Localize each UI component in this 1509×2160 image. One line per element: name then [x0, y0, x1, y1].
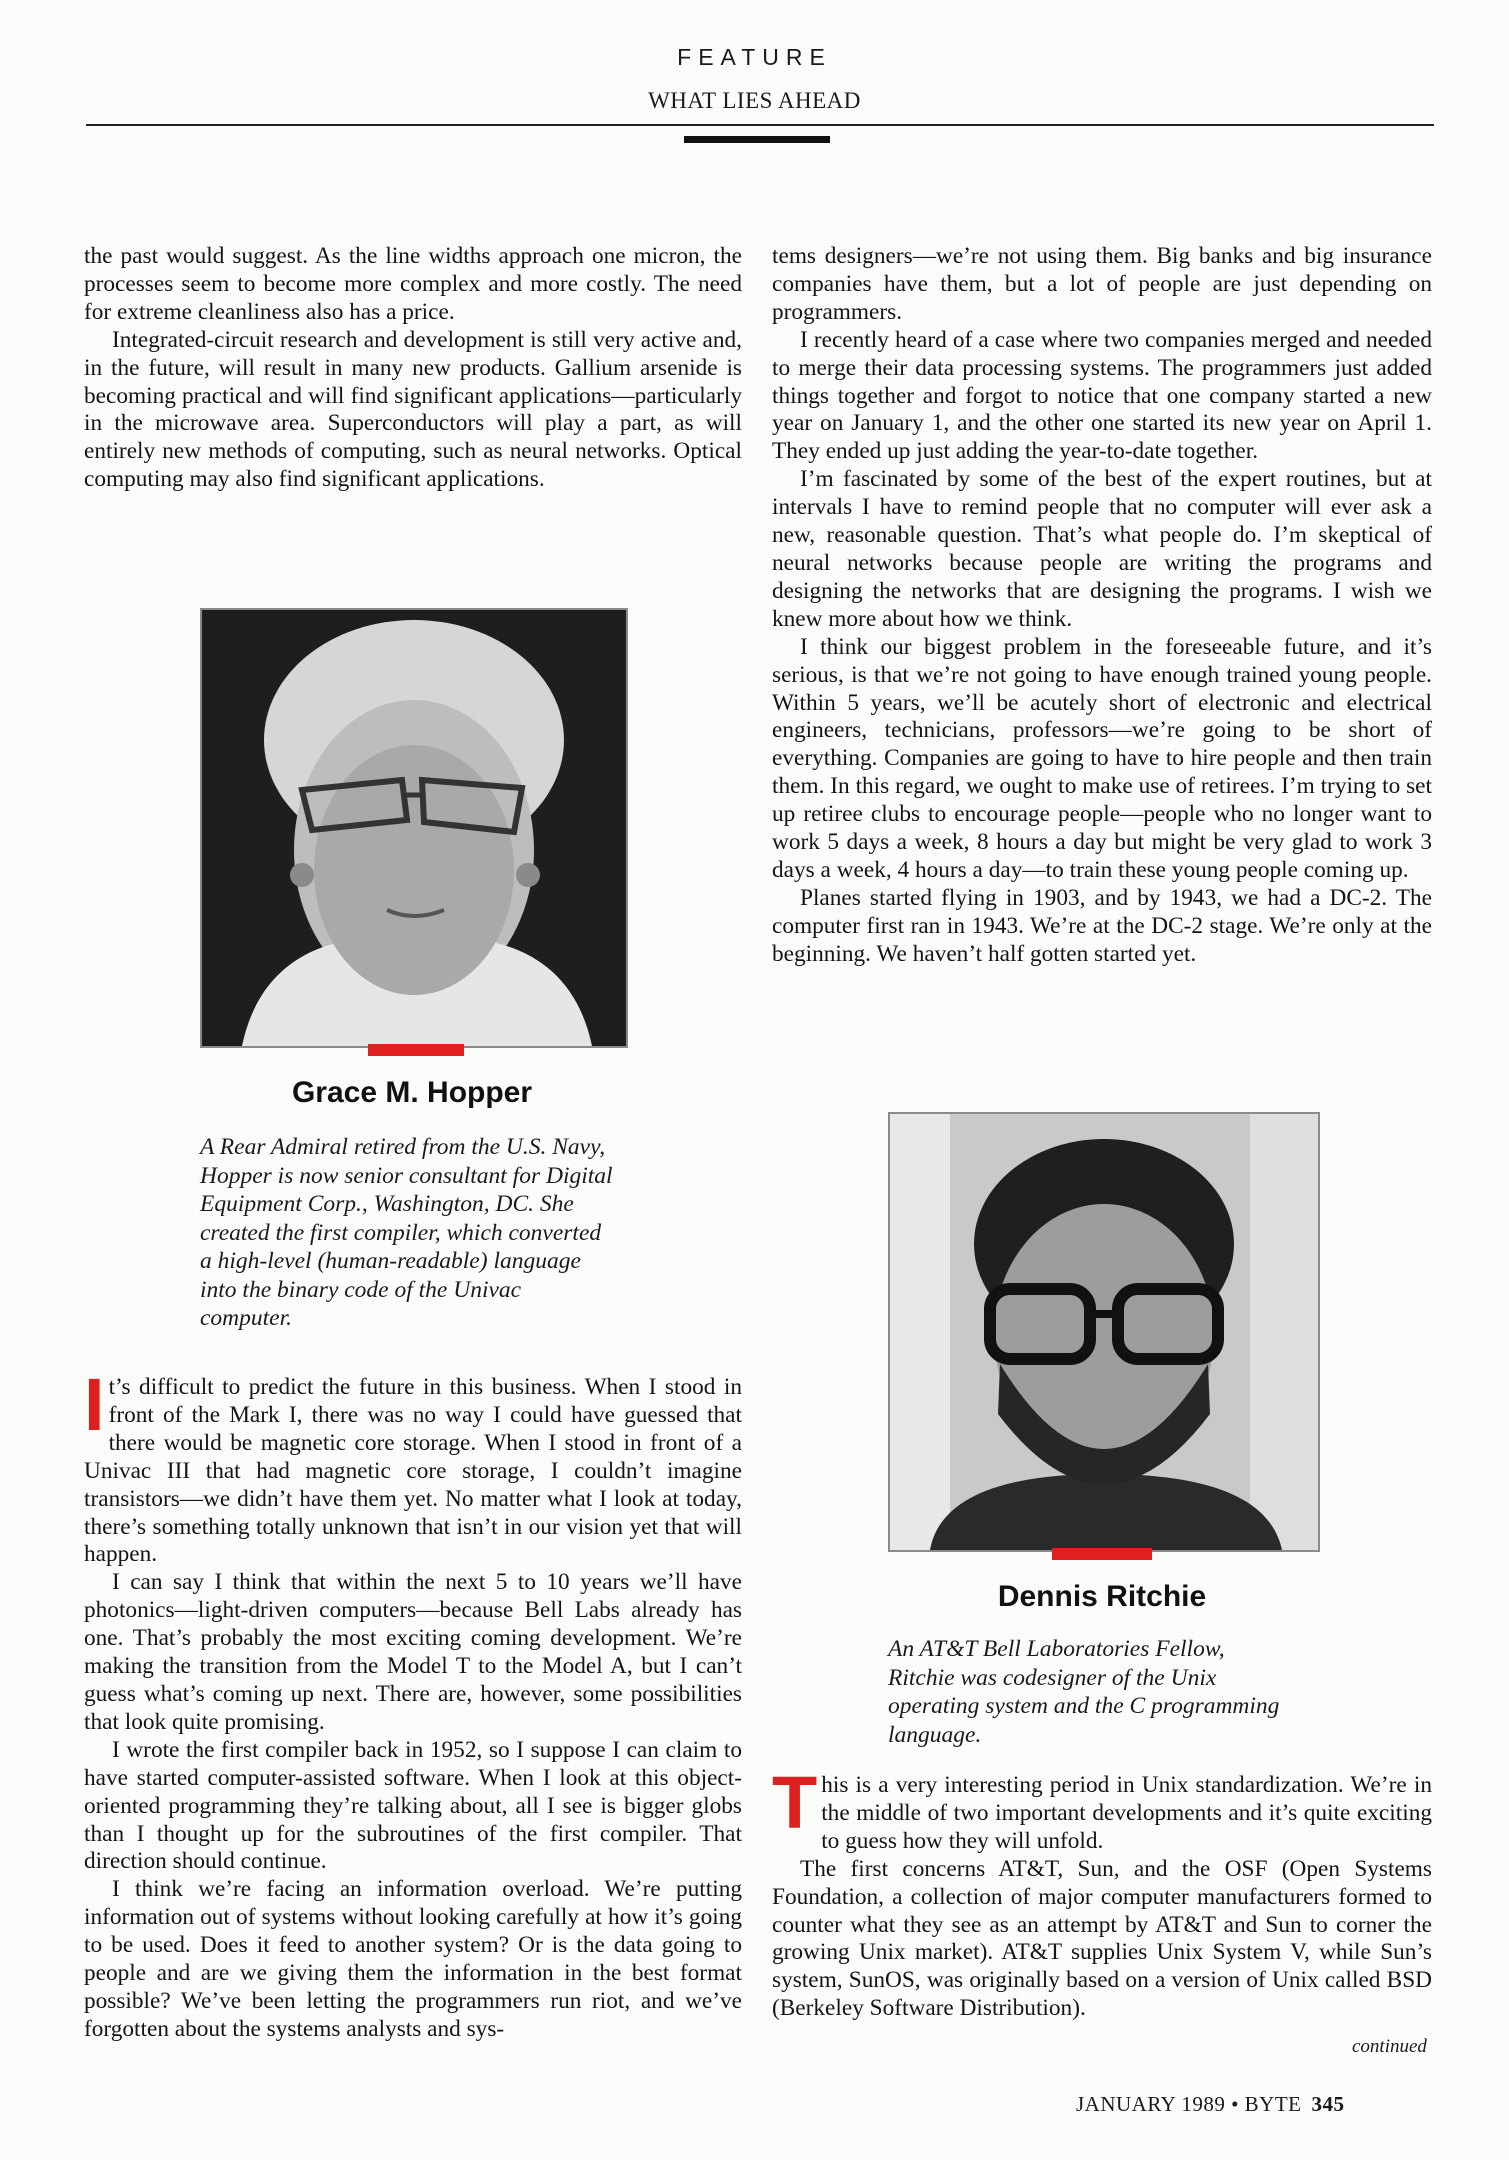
paragraph: I recently heard of a case where two companies merged and needed to merge their data processing systems. The programmers just added things together and forgot to notice that one company started a new year on January 1, and the other one started its new year on April 1. They ended up just adding the year-to-date together.: [772, 326, 1432, 465]
hopper-interview: [84, 1363, 742, 2044]
paragraph: I can say I think that within the next 5 to 10 years we’ll have photonics—light-driven computers—because Bell Labs already has one. That’s probably the most exciting coming development. We’re making the transition from the Model T to the Model A, but I can’t guess what’s coming up next. There are, however, some possibilities that look quite promising.: [84, 1569, 742, 1735]
dropcap-i: I: [84, 1363, 105, 1446]
paragraph: I think we’re facing an information overload. We’re putting information out of systems without looking carefully at how it’s going to be used. Does it feed to another system? Or is the data going to people and are we giving them the information in the best format possible? We’ve been letting the programmers run riot, and we’ve forgotten about the systems analysts and sys-: [84, 1876, 742, 2042]
paragraph-text: his is a very interesting period in Unix standardization. We’re in the middle of two important developments and it’s quite exciting to guess how they will unfold.: [821, 1772, 1432, 1854]
ritchie-accent-bar: [1052, 1548, 1152, 1560]
hopper-caption: A Rear Admiral retired from the U.S. Navy, Hopper is now senior consultant for Digital Equipment Corp., Washington, DC. She created the first compiler, which converted a high-level (human-readable) language into the binary code of the Univac computer.: [200, 1134, 613, 1331]
header-tab-marker: [684, 136, 830, 143]
header-rule: [86, 124, 1434, 126]
issue-label: JANUARY 1989 • BYTE: [1076, 2092, 1302, 2116]
paragraph: Planes started flying in 1903, and by 1943, we had a DC-2. The computer first ran in 1943. We’re at the DC-2 stage. We’re only at the beginning. We haven’t half gotten started yet.: [772, 884, 1432, 967]
page-number: 345: [1311, 2092, 1345, 2116]
ritchie-interview: [772, 1761, 1432, 2023]
paragraph: I wrote the first compiler back in 1952, so I suppose I can claim to have started computer-assisted software. When I look at this object-oriented programming they’re talking about, all I see is bigger globs than I thought up for the subroutines of the first compiler. That direction should continue.: [84, 1736, 742, 1875]
paragraph: the past would suggest. As the line widths approach one micron, the processes seem to become more complex and more costly. The need for extreme cleanliness also has a price.: [84, 243, 742, 325]
paragraph: I’m fascinated by some of the best of the expert routines, but at intervals I have to remind people that no computer will ever ask a new, reasonable question. That’s what people do. I’m skeptical of neural networks because people are writing the programs and designing the networks that are designing the programs. I wish we knew more about how we think.: [772, 466, 1432, 632]
hopper-accent-bar: [368, 1044, 464, 1056]
paragraph: The first concerns AT&T, Sun, and the OSF (Open Systems Foundation, a collection of major computer manufacturers formed to counter what they see as an attempt by AT&T and Sun to corner the growing Unix market). AT&T supplies Unix System V, while Sun’s system, SunOS, was originally based on a version of Unix called BSD (Berkeley Software Distribution).: [772, 1855, 1432, 2022]
paragraph: tems designers—we’re not using them. Big banks and big insurance companies have them, but a lot of people are just depending on programmers.: [772, 243, 1432, 325]
ritchie-portrait: [888, 1112, 1320, 1552]
hopper-portrait-image: [202, 610, 626, 1046]
paragraph: Integrated-circuit research and development is still very active and, in the future, will result in many new products. Gallium arsenide is becoming practical and will find significant applications—particularly in the microwave area. Superconductors will play a part, as will entirely new methods of computing, such as neural networks. Optical computing may also find significant applications.: [84, 326, 742, 493]
continued-label: continued: [1352, 2036, 1427, 2057]
ritchie-portrait-image: [890, 1114, 1318, 1550]
right-column-top: [772, 243, 1432, 969]
left-column-top: [84, 243, 742, 494]
dropcap-t: T: [772, 1761, 818, 1844]
paragraph: [84, 1363, 742, 1569]
ritchie-name: Dennis Ritchie: [997, 1580, 1207, 1613]
paragraph: I think our biggest problem in the foreseeable future, and it’s serious, is that we’re not going to have enough trained young people. Within 5 years, we’ll be acutely short of electronic and electrical engineers, technicians, professors—we’re going to be short of everything. Companies are going to have to hire people and then train them. In this regard, we ought to make use of retirees. I’m trying to set up retiree clubs to encourage people—people who no longer want to work 5 days a week, 8 hours a day but might be very glad to work 3 days a week, 4 hours a day—to train these young people coming up.: [772, 633, 1432, 883]
article-title: WHAT LIES AHEAD: [648, 88, 861, 113]
paragraph-text: t’s difficult to predict the future in this business. When I stood in front of the Mark I, there was no way I could have guessed that there would be magnetic core storage. When I stood in front of a Univac III that had magnetic core storage, I couldn’t imagine transistors—we didn’t have them yet. No matter what I look at today, there’s something totally unknown that isn’t in our vision yet that will happen.: [84, 1374, 742, 1568]
hopper-name: Grace M. Hopper: [291, 1076, 533, 1109]
page-footer: [1076, 2092, 1345, 2117]
hopper-portrait: [200, 608, 628, 1048]
paragraph: [772, 1761, 1432, 1856]
ritchie-caption: An AT&T Bell Laboratories Fellow, Ritchie was codesigner of the Unix operating system and the C programming language.: [888, 1636, 1280, 1748]
section-label: FEATURE: [677, 44, 832, 70]
